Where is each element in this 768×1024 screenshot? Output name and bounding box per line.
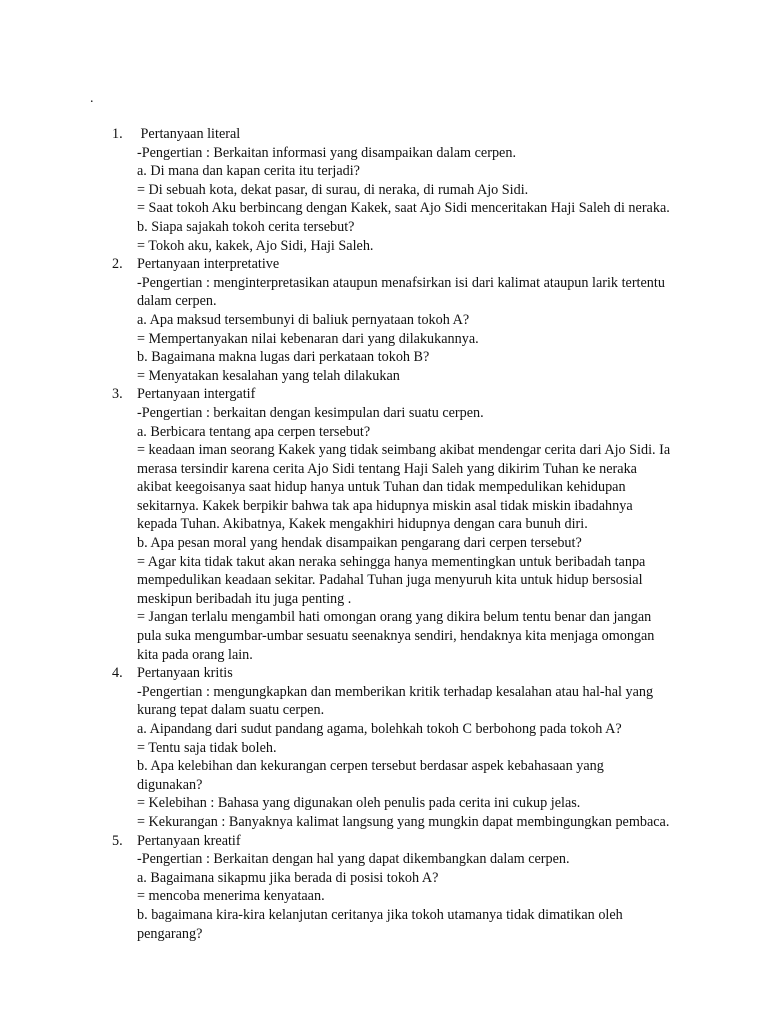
stray-mark: . — [90, 91, 94, 106]
text-line: = Tentu saja tidak boleh. — [137, 739, 277, 756]
text-line: = Di sebuah kota, dekat pasar, di surau, di neraka, di rumah Ajo Sidi. — [137, 181, 529, 198]
section-3 — [112, 385, 672, 664]
section-1 — [112, 125, 672, 255]
section-4 — [112, 664, 672, 831]
text-line: -Pengertian : Berkaitan informasi yang disampaikan dalam cerpen. — [137, 144, 516, 161]
section-number: 3. — [112, 386, 123, 403]
text-line: b. Apa kelebihan dan kekurangan cerpen tersebut berdasar aspek kebahasaan yang digunakan? — [137, 758, 604, 793]
text-line: = Kekurangan : Banyaknya kalimat langsung yang mungkin dapat membingungkan pembaca. — [137, 813, 670, 830]
section-title: Pertanyaan intergatif — [137, 386, 256, 403]
text-line: -Pengertian : mengungkapkan dan memberikan kritik terhadap kesalahan atau hal-hal yang kurang tepat dalam suatu cerpen. — [137, 683, 654, 719]
text-line: b. bagaimana kira-kira kelanjutan ceritanya jika tokoh utamanya tidak dimatikan oleh pengarang? — [137, 906, 623, 942]
section-title: Pertanyaan literal — [137, 126, 241, 142]
section-2 — [112, 255, 672, 385]
section-heading — [112, 255, 672, 274]
section-title: Pertanyaan kreatif — [137, 832, 241, 849]
section-body — [112, 683, 672, 832]
text-line: = Jangan terlalu mengambil hati omongan orang yang dikira belum tentu benar dan jangan pula suka mengumbar-umbar sesuatu seenaknya sendiri, hendaknya kita menjaga omongan kita pada orang lain. — [137, 609, 655, 663]
section-body — [112, 404, 672, 664]
text-line: a. Berbicara tentang apa cerpen tersebut? — [137, 423, 371, 440]
text-line: a. Di mana dan kapan cerita itu terjadi? — [137, 163, 360, 180]
section-number: 1. — [112, 126, 123, 142]
text-line: a. Bagaimana sikapmu jika berada di posisi tokoh A? — [137, 869, 439, 886]
text-line: -Pengertian : berkaitan dengan kesimpulan dari suatu cerpen. — [137, 404, 484, 421]
section-heading — [112, 664, 672, 683]
section-title: Pertanyaan interpretative — [137, 256, 280, 273]
section-title: Pertanyaan kritis — [137, 665, 233, 682]
text-line: = Saat tokoh Aku berbincang dengan Kakek, saat Ajo Sidi menceritakan Haji Saleh di neraka. — [137, 200, 670, 217]
text-line: = Tokoh aku, kakek, Ajo Sidi, Haji Saleh. — [137, 237, 374, 254]
text-line: = Agar kita tidak takut akan neraka sehingga hanya mementingkan untuk beribadah tanpa mempedulikan keadaan sekitar. Padahal Tuhan juga menyuruh kita untuk hidup bersosial meskipun beribadah itu juga penting . — [137, 553, 646, 607]
text-line: -Pengertian : Berkaitan dengan hal yang dapat dikembangkan dalam cerpen. — [137, 851, 570, 868]
text-line: a. Apa maksud tersembunyi di baliuk pernyataan tokoh A? — [137, 311, 470, 328]
text-line: b. Siapa sajakah tokoh cerita tersebut? — [137, 218, 355, 235]
text-line: -Pengertian : menginterpretasikan ataupun menafsirkan isi dari kalimat ataupun larik tertentu dalam cerpen. — [137, 274, 665, 310]
text-line: b. Bagaimana makna lugas dari perkataan tokoh B? — [137, 349, 430, 366]
section-body — [112, 850, 672, 943]
text-line: = Mempertanyakan nilai kebenaran dari yang dilakukannya. — [137, 330, 479, 347]
section-number: 2. — [112, 256, 123, 273]
section-heading — [112, 832, 672, 851]
section-number: 5. — [112, 832, 123, 849]
section-number: 4. — [112, 665, 123, 682]
section-body — [112, 144, 672, 256]
section-body — [112, 274, 672, 386]
text-line: = keadaan iman seorang Kakek yang tidak seimbang akibat mendengar cerita dari Ajo Sidi. Ia merasa tersindir karena cerita Ajo Sidi tentang Haji Saleh yang dikirim Tuhan ke neraka akibat keegoisanya saat hidup hanya untuk Tuhan dan tidak mempedulikan kehidupan sekitarnya. Kakek berpikir bahwa tak apa hidupnya miskin asal tidak miskin ibadahnya kepada Tuhan. Akibatnya, Kakek mengakhiri hidupnya dengan cara bunuh diri. — [137, 442, 671, 533]
section-heading — [112, 125, 672, 144]
text-line: = Menyatakan kesalahan yang telah dilakukan — [137, 367, 400, 384]
text-line: b. Apa pesan moral yang hendak disampaikan pengarang dari cerpen tersebut? — [137, 535, 582, 552]
question-list — [112, 125, 672, 943]
section-heading — [112, 385, 672, 404]
text-line: = Kelebihan : Bahasa yang digunakan oleh penulis pada cerita ini cukup jelas. — [137, 795, 581, 812]
text-line: a. Aipandang dari sudut pandang agama, bolehkah tokoh C berbohong pada tokoh A? — [137, 721, 622, 737]
section-5 — [112, 832, 672, 944]
text-line: = mencoba menerima kenyataan. — [137, 888, 325, 905]
